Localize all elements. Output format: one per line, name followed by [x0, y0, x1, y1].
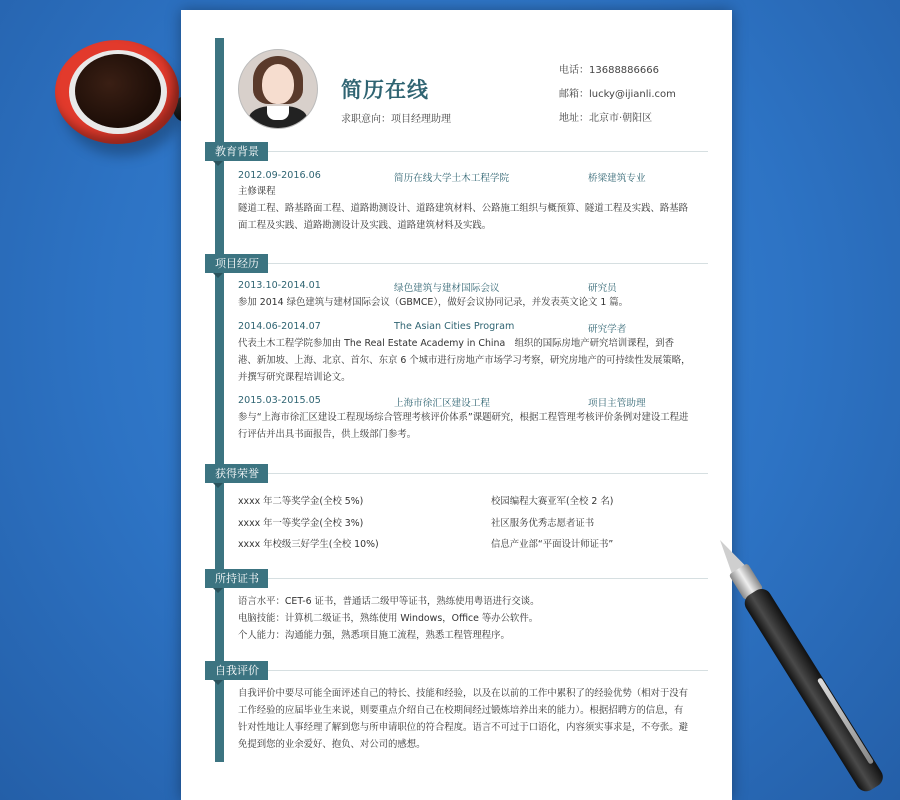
award-item: 信息产业部“平面设计师证书” — [491, 539, 614, 550]
project-org: 上海市徐汇区建设工程 — [394, 398, 490, 409]
section-title-education: 教育背景 — [205, 142, 268, 161]
avatar — [238, 49, 318, 129]
project-role: 项目主管助理 — [588, 398, 646, 409]
project-desc: 代表土木工程学院参加由 The Real Estate Academy in China 组织的国际房地产研究培训课程，到香港、新加坡、上海、北京、首尔、东京 6 个城市进行房地产市场学习考察，研究房地产的可持续性发展策略，并撰写研究课程培训论文。 — [238, 338, 691, 383]
project-desc: 参加 2014 绿色建筑与建材国际会议（GBMCE），做好会议协同记录，并发表英文论文 1 篇。 — [238, 297, 629, 308]
divider — [205, 473, 708, 474]
divider — [205, 578, 708, 579]
award-item: xxxx 年校级三好学生(全校 10%) — [238, 539, 379, 550]
award-item: 社区服务优秀志愿者证书 — [491, 518, 595, 529]
cert-item: 电脑技能：计算机二级证书，熟练使用 Windows，Office 等办公软件。 — [238, 613, 539, 624]
section-title-projects: 项目经历 — [205, 254, 268, 273]
cert-item: 个人能力：沟通能力强，熟悉项目施工流程，熟悉工程管理程序。 — [238, 630, 510, 641]
project-date: 2014.06-2014.07 — [238, 321, 321, 332]
award-item: 校园编程大赛亚军(全校 2 名) — [491, 496, 614, 507]
self-evaluation-text: 自我评价中要尽可能全面评述自己的特长、技能和经验，以及在以前的工作中累积了的经验优势（相对于没有工作经验的应届毕业生来说，则要重点介绍自己在校期间经过锻炼培养出来的能力）。根据招聘方的信息，有针对性地让人事经理了解到您与所申请职位的符合程度。语言不可过于口语化，内容须实事求是，不夸张。避免提到您的业余爱好、抱负、对公司的感想。 — [238, 688, 689, 750]
project-org: 绿色建筑与建材国际会议 — [394, 283, 500, 294]
resume-name: 简历在线 — [341, 78, 429, 102]
resume-page — [181, 10, 732, 800]
cert-item: 语言水平：CET-6 证书，普通话二级甲等证书，熟练使用粤语进行交谈。 — [238, 596, 540, 607]
section-title-awards: 获得荣誉 — [205, 464, 268, 483]
education-major: 桥梁建筑专业 — [588, 173, 646, 184]
coffee-cup-decoration — [55, 40, 185, 152]
project-org: The Asian Cities Program — [394, 321, 515, 332]
award-item: xxxx 年一等奖学金(全校 3%) — [238, 518, 364, 529]
courses-text: 隧道工程、路基路面工程、道路勘测设计、道路建筑材料、公路施工组织与概预算、隧道工程及实践、路基路面工程及实践、道路勘测设计及实践、道路建筑材料及实践。 — [238, 203, 689, 231]
divider — [205, 263, 708, 264]
project-role: 研究学者 — [588, 324, 627, 335]
address-text: 地址：北京市·朝阳区 — [559, 113, 653, 124]
section-title-certs: 所持证书 — [205, 569, 268, 588]
project-date: 2015.03-2015.05 — [238, 395, 321, 406]
section-title-self: 自我评价 — [205, 661, 268, 680]
award-item: xxxx 年二等奖学金(全校 5%) — [238, 496, 364, 507]
courses-label: 主修课程 — [238, 186, 276, 197]
divider — [205, 670, 708, 671]
email-text: 邮箱：lucky@ijianli.com — [559, 89, 676, 100]
project-role: 研究员 — [588, 283, 617, 294]
project-date: 2013.10-2014.01 — [238, 280, 321, 291]
divider — [205, 151, 708, 152]
education-school: 简历在线大学土木工程学院 — [394, 173, 510, 184]
education-date: 2012.09-2016.06 — [238, 170, 321, 181]
phone-text: 电话：13688886666 — [559, 65, 659, 76]
job-intent: 求职意向：项目经理助理 — [341, 114, 451, 125]
project-desc: 参与“上海市徐汇区建设工程现场综合管理考核评价体系”课题研究，根据工程管理考核评价条例对建设工程进行评估并出具书面报告，供上级部门参考。 — [238, 412, 689, 440]
